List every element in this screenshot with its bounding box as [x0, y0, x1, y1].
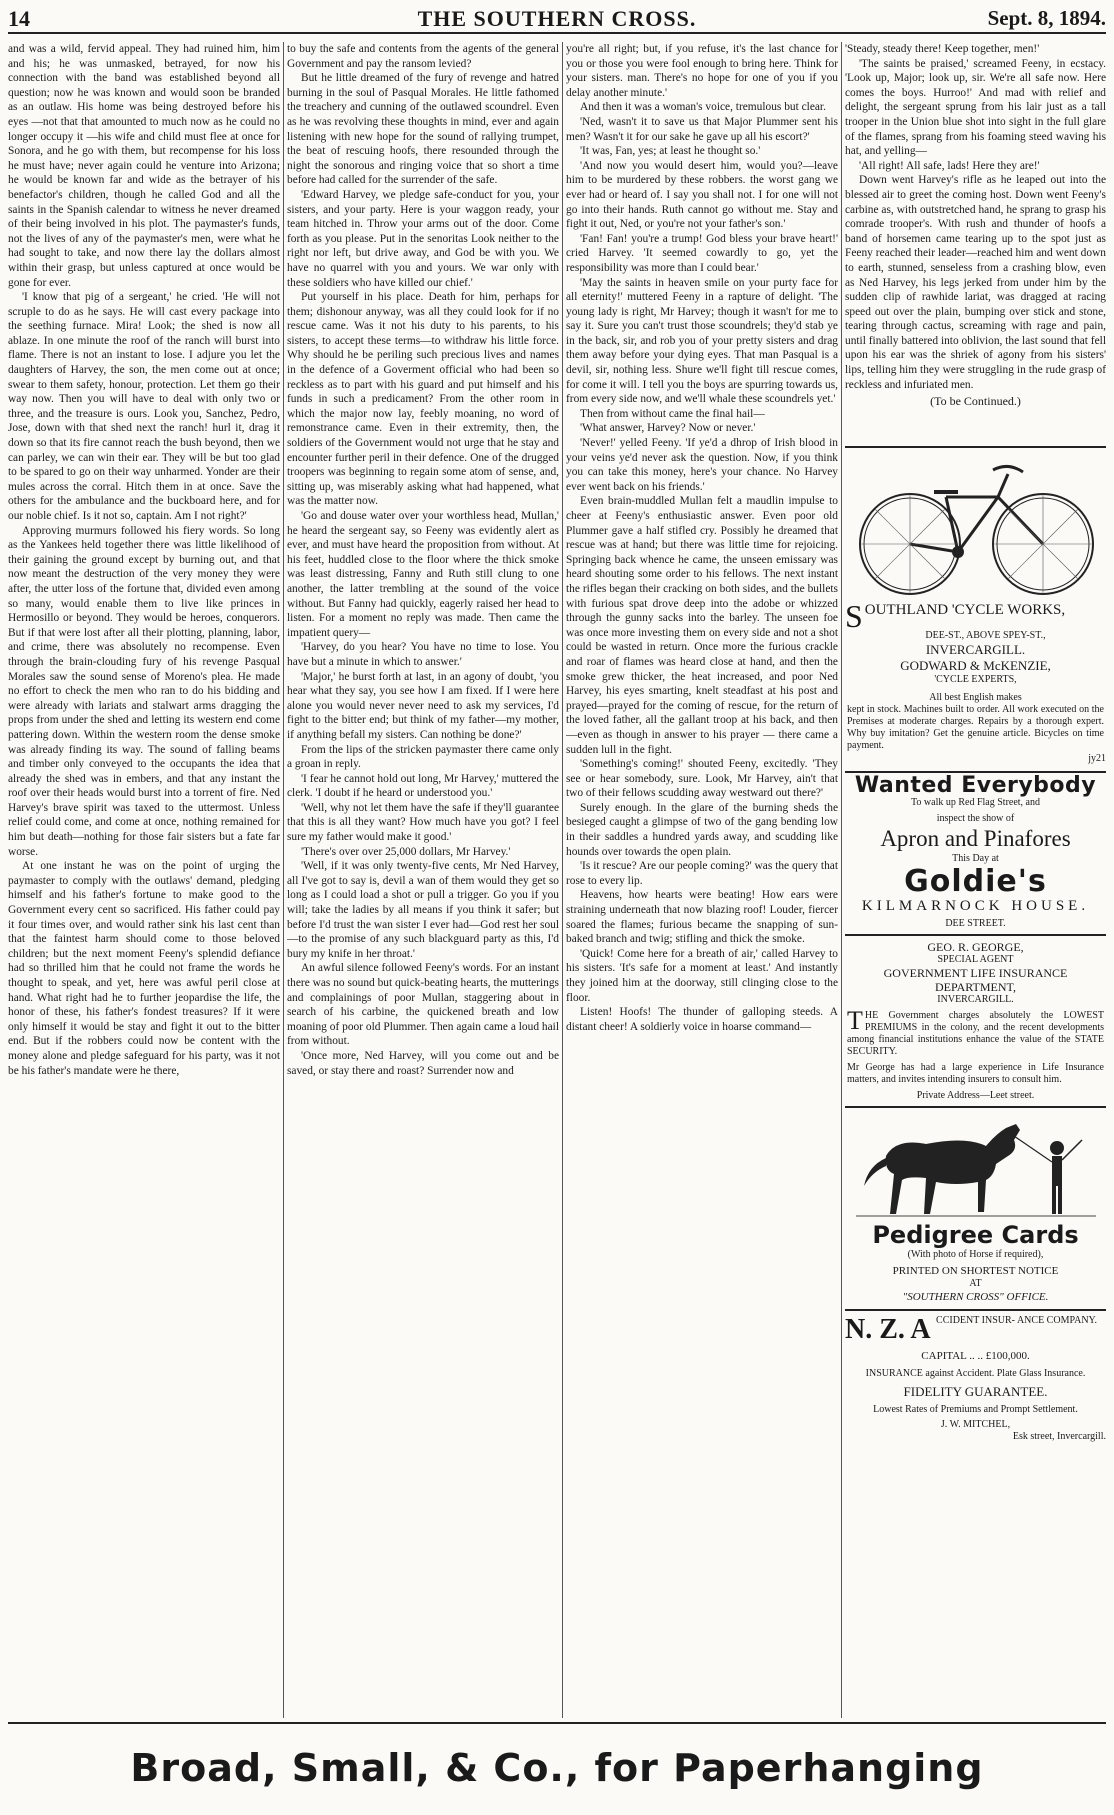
goldie-street: DEE STREET.	[945, 917, 1006, 929]
cycle-code: jy21	[1088, 753, 1106, 764]
story-paragraph: to buy the safe and contents from the agents of the general Government and pay the ransom levied?	[287, 43, 559, 70]
story-paragraph: you're all right; but, if you refuse, it's the last chance for you or those you were fool enough to bring here. Think for your sisters. man. There's no hope for one of you if you delay another minute.'	[566, 43, 838, 99]
cycle-town: INVERCARGILL.	[925, 642, 1026, 657]
goldie-headline: Wanted Everybody	[854, 772, 1097, 798]
story-paragraph: At one instant he was on the point of urging the paymaster to comply with the outlaws' demand, pledging himself and his father's fortune to make good to the Government every cent so sacrificed. His father could pay it four times over, and would rather sink his last cent than that the faintest harm should come to those beloved children; but the next moment Feeny's splendid defiance had so thrilled him that he could not frame the words he thought to speak, and yet, here was awful peril close at hand. What right had he to further jeopardise the life, the honor of these, his father's fondest treasures? If it were only himself it would be stay and fight it out to the bitter end. But if the robbers could now be content with the money alone and pledge safeguard for his party, was it not be his father's mandate were he there,	[8, 860, 280, 1077]
goldie-shop: Goldie's	[904, 864, 1047, 900]
ad-life-insurance	[845, 934, 1106, 1102]
newspaper-title: THE SOUTHERN CROSS.	[417, 6, 697, 31]
insurance-body-2: Mr George has had a large experience in Life Insurance matters, and invites intending insurers to consult him.	[847, 1061, 1104, 1085]
story-column-1	[8, 42, 280, 1718]
story-paragraph: Listen! Hoofs! The thunder of galloping steeds. A distant cheer! A soldierly voice in hoarse command—	[566, 1006, 838, 1033]
ad-pedigree-cards	[845, 1106, 1106, 1305]
ads-column	[845, 42, 1106, 1718]
paperhanging-banner: Broad, Small, & Co., for Paperhanging	[8, 1722, 1106, 1812]
cycle-address: DEE-ST., ABOVE SPEY-ST.,	[925, 630, 1046, 641]
goldie-house: KILMARNOCK HOUSE.	[861, 898, 1090, 915]
story-paragraph: 'I know that pig of a sergeant,' he cried. 'He will not scruple to do as he says. He will cast every package into the seething furnace. Mira! Look; the shed is now all ablaze. In one minute the roof of the ranch will burst into flame. There is not an instant to lose. I adjure you let the daughters of Harvey, the son, the men come out at once; swear to them safety, honour, protection. Let them go their way now. Then you will have to deal with only two or three, and the treasure is ours. Look you, Sanchez, Pedro, Jose, down with that shed next the ranch! hurl it, drag it down so that its fire cannot reach the bush beyond, then we can parley, we can win their ear. They will be but too glad to be spared to go on their way unharmed. Yonder are their mules across the corral. Hitch them in at once. Save the others for the ambulance and the buckboard here, and for our noble chief. Is it not so, captain. Am I not right?'	[8, 291, 280, 522]
column-rule	[562, 42, 563, 1718]
story-paragraph: 'Quick! Come here for a breath of air,' called Harvey to his sisters. 'It's safe for a moment at least.' And instantly they joined him at the doorway, still clinging close to the floor.	[566, 947, 838, 1004]
story-paragraph: 'What answer, Harvey? Now or never.'	[580, 422, 756, 435]
story-paragraph: and was a wild, fervid appeal. They had ruined him, him and his; he was unmasked, betrayed, for now his connection with the band was established beyond all question; now he was known and would soon be branded as an outlaw. His home was being destroyed before his eyes —not that that amounted to much now as he could no longer occupy it —his wife and child must flee at once for Sonora, and he go with them, but recompense for his loss he must have; never again could he venture into Arizona; he would be known far and wide as the betrayer of his benefactor's children, though he called God and all the saints in the Spanish calendar to witness he never dreamed of their being involved in his plot. The paymaster's funds, not the lives of any of the paymaster's men, were what he had sought to take, and now there lay the dollars almost within their grasp, but unless captured at once would be gone for ever.	[8, 43, 280, 289]
story-paragraph: 'Ned, wasn't it to save us that Major Plummer sent his men? Wasn't it for our sake he gave up all his escort?'	[566, 115, 838, 143]
goldie-feature: Apron and Pinafores	[880, 826, 1071, 852]
story-column-3	[566, 42, 838, 1718]
bicycle-illustration	[848, 452, 1103, 602]
story-conclusion	[845, 42, 1106, 442]
nz-agent-address: Esk street, Invercargill.	[1012, 1430, 1106, 1442]
nz-agent: J. W. MITCHEL,	[940, 1418, 1011, 1430]
insurance-address: Private Address—Leet street.	[916, 1089, 1035, 1101]
issue-date: Sept. 8, 1894.	[987, 6, 1106, 30]
story-paragraph: 'May the saints in heaven smile on your purty face for all eternity!' muttered Feeny in a rapture of delight. 'The young lady is right, Mr Harvey; though it wasn't for me to say it. Sure you can't trust those scoundrels; they'd stab ye in the back, sir, and rob you of your pretty sisters and drag them away before your dying eyes. That man Pasqual is a devil, sir, nothing less. Shure we'll fight till rescue comes, for come it will. I tell you the boys are spurring towards us, from every side now, and we'll whale these scoundrels yet.'	[566, 276, 838, 406]
goldie-line2: inspect the show of	[936, 813, 1015, 825]
nz-insurance: INSURANCE against Accident. Plate Glass Insurance.	[865, 1367, 1086, 1379]
ad-cycle-works	[845, 446, 1106, 767]
story-paragraph: Then from without came the final hail—	[580, 407, 765, 420]
ad-nz-accident	[845, 1309, 1106, 1443]
story-paragraph: 'There's over over 25,000 dollars, Mr Harvey.'	[301, 845, 511, 858]
cycle-trade: 'CYCLE EXPERTS,	[934, 674, 1017, 685]
story-paragraph: Approving murmurs followed his fiery words. So long as the Yankees held together there was little likelihood of their gaining the ground except by burning out, and that now meant the destruction of the very money they were after, the utter loss of the fortune that, divided even among so many, would enable them to live like princes in Hermosillo or beyond. They would be heroes, conquerors. But if that were lost after all their plotting, planning, labor, and crime, there was absolutely no recompense. Even through the brain-clouding fury of his revenge Pasqual Morales saw the sound sense of Moreno's plea. He made no effort to check the men who ran to do his bidding and were already with lariats and stalwart arms dragging the props from under the shed and letting its western end come pattering down. Within the western room the dense smoke was already finding its way. The sound of falling beams and timber only conveyed to the occupants the idea that already the shed was in embers, and that any instant the roof over their heads would burst into a torrent of fire. Ned Harvey's brave spirit was taxed to the uttermost. Unless relief could come, and come at once, nothing remained for him but death—nothing for those fair sisters but a fate far worse.	[8, 524, 280, 858]
drop-cap: T	[847, 1005, 863, 1035]
story-paragraph: 'Harvey, do you hear? You have no time to lose. You have but a minute in which to answer.'	[287, 641, 559, 668]
insurance-dept: GOVERNMENT LIFE INSURANCE DEPARTMENT,	[883, 965, 1068, 994]
story-paragraph: Put yourself in his place. Death for him, perhaps for them; dishonour anyway, was all they could look for if no rescue came. Was it not his duty to his parents, to his sisters, to accept these terms—to withdraw his little force. Why should he be periling such precious lives and names in the defence of a Goverment official who had been so reckless as to part with his guard and put himself and his funds in such a predicament? From the other room in which the major now lay, feebly moaning, no word of remonstrance came. Even in their extremity, then, the soldiers of the Government would not urge that he stay and encounter further peril in their defence. One of the drugged troopers was beginning to regain some atom of sense, and, sitting up, was miserably asking what had happened, what was the matter now.	[287, 291, 559, 508]
cycle-line1: All best English makes	[929, 692, 1022, 703]
story-paragraph: 'Well, why not let them have the safe if they'll guarantee that this is all they want? How much have you got? I feel sure my father would make it good.'	[287, 801, 559, 844]
page-number: 14	[8, 6, 30, 31]
pedigree-sub: (With photo of Horse if required),	[907, 1248, 1044, 1260]
story-paragraph: Even brain-muddled Mullan felt a maudlin impulse to cheer at Feeny's enthusiastic answer. Even poor old Plummer gave a half stifled cry. Possibly he dreamed that rescue was at hand; but there was little time for rejoicing. Springing back whence he came, the unseen emissary was heard shouting some order to his fellows. The next instant the rifles began their cracking on both sides, and the bullets with furious spat drove deep into the adobe or whizzed through the gunny sacks into the barley. The unseen foe was once more investing them on every side and not a shot could be wasted in return. Once more the furious crackle and roar of flames was heard close at hand, and then the smoke grew thicker, the heat increased, and poor Ned Harvey, his eyes smarting, knelt steadfast at his post and prayed—prayed for the coming of rescue, for the return of the loved father, all the gallant troop at his back, and then—even as though in answer to his prayer — there came a sudden lull in the fight.	[566, 495, 838, 756]
horse-illustration	[856, 1116, 1096, 1221]
goldie-line1: To walk up Red Flag Street, and	[911, 797, 1040, 809]
insurance-role: SPECIAL AGENT	[937, 953, 1014, 965]
nz-fidelity: FIDELITY GUARANTEE.	[903, 1383, 1048, 1399]
nz-capital: CAPITAL .. .. £100,000.	[921, 1349, 1030, 1362]
to-be-continued: (To be Continued.)	[930, 394, 1021, 409]
story-paragraph: 'The saints be praised,' screamed Feeny, in ecstacy. 'Look up, Major; look up, sir. We're all safe now. Here comes the boys. Hurroo!' And mad with relief and delight, the sergeant sprung from his lair just as a tall trooper in the Union blue shot into sight in the full glare of the flames, sprang from his foaming steed waving his hat, and yelling—	[845, 57, 1106, 158]
cycle-proprietors: GODWARD & McKENZIE,	[900, 658, 1051, 673]
nz-rates: Lowest Rates of Premiums and Prompt Settlement.	[873, 1403, 1078, 1415]
story-paragraph: 'Major,' he burst forth at last, in an agony of doubt, 'you hear what they say, you see how I am fixed. If I were here alone you would never never need to ask my services, I'd fight to the bitter end; but think of my father—my mother, if anything befall my sisters. Can nothing be done?'	[287, 670, 559, 741]
story-paragraph: 'Go and douse water over your worthless head, Mullan,' he heard the sergeant say, so Feeny was evidently alert as ever, and must have heard the proposition from without. At his feet, huddled close to the floor where the thick smoke was least distressing, Fanny and Ruth still clung to one another, the latter trembling at the sound of the voice without. But Fanny had quickly, eagerly raised her head to listen. For a moment no reply was made. Then came the impatient query—	[287, 510, 559, 639]
ad-goldies	[845, 771, 1106, 930]
masthead	[8, 6, 1106, 34]
pedigree-line1: PRINTED ON SHORTEST NOTICE	[892, 1264, 1059, 1277]
pedigree-headline: Pedigree Cards	[872, 1220, 1079, 1249]
story-paragraph: 'Fan! Fan! you're a trump! God bless your brave heart!' cried Harvey. 'It seemed cowardly to go, yet the responsibility was more than I could bear.'	[566, 232, 838, 274]
pedigree-office: "SOUTHERN CROSS" OFFICE.	[902, 1291, 1049, 1304]
story-column-2	[287, 42, 559, 1718]
cycle-works-name: SOUTHLAND 'CYCLE WORKS,	[845, 598, 1066, 634]
column-rule	[283, 42, 284, 1718]
column-rule	[841, 42, 842, 1718]
insurance-body: THE Government charges absolutely the LOWEST PREMIUMS in the colony, and the recent developments among financial institutions enhance the value of the STATE SECURITY.	[847, 1005, 1104, 1057]
pedigree-at: AT	[969, 1278, 982, 1290]
story-paragraph: But he little dreamed of the fury of revenge and hatred burning in the soul of Pasqual Morales. He little fathomed the treachery and cunning of the outlawed scoundrel. Even as he was revolving these thoughts in mind, ever and again listening with new hope for the sound of rallying trumpet, the beat of rescuing hoofs, there resounded through the night the sonorous and ringing voice that so short a time before had called for the surrender of the safe.	[287, 72, 559, 187]
story-paragraph: Heavens, how hearts were beating! How ears were straining underneath that now blazing roof! Louder, fiercer soared the flames; furious became the snapping of sun-baked branch and twig; stifling and thick the smoke.	[566, 889, 838, 946]
story-paragraph: 'All right! All safe, lads! Here they are!'	[859, 159, 1040, 172]
story-paragraph: 'Once more, Ned Harvey, will you come out and be saved, or stay there and roast? Surrender now and	[287, 1049, 559, 1077]
story-paragraph: 'It was, Fan, yes; at least he thought so.'	[580, 145, 761, 158]
nz-company: CCIDENT INSUR- ANCE COMPANY.	[936, 1314, 1097, 1326]
nz-accident-title: N. Z. A CCIDENT INSUR- ANCE COMPANY.	[845, 1313, 1097, 1345]
story-paragraph: 'Well, if it was only twenty-five cents, Mr Ned Harvey, all I've got to say is, devil a wan of them would they get so long as I could load a shot or pull a trigger. Go you if you will; take the ladies by all means if you think it safer; but before I'd trust the wan sister I ever had—God rest her soul—to the promise of any such blackguard party as this, I'd bury my knife in her throat.'	[287, 860, 559, 960]
story-paragraph: 'Is it rescue? Are our people coming?' was the query that rose to every lip.	[566, 860, 838, 887]
story-paragraph: 'Edward Harvey, we pledge safe-conduct for you, your sisters, and your party. Here is your waggon ready, your team hitched in. Throw your arms out of the door. Come forth as you please. Put in the senoritas Look neither to the right nor left, but drive away, and God be with you. We have no quarrel with you and yours. We war only with these soldiers who have killed our chief.'	[287, 188, 559, 289]
story-paragraph: Down went Harvey's rifle as he leaped out into the blessed air to greet the coming host. Down went Feeny's carbine as, with outstretched hand, he sprang to grasp his comrade trooper's. With rush and thunder of hoofs a band of horsemen came tearing up to the spot just as Feeny reached their leader—reached him and went down to earth, stunned, senseless from a crashing blow, even as Ned Harvey, his legs jerked from under him by the sudden clip of rawhide lariat, was dragged at racing speed out over the plain, bumping over stick and stone, tearing through cactus, screaming with rage and pain, until finally battered into oblivion, the last sound that fell upon his ear was the shriek of agony from his sisters' lips, telling him they were struggling in the rude grasp of reckless and infuriated men.	[845, 174, 1106, 391]
story-paragraph: 'I fear he cannot hold out long, Mr Harvey,' muttered the clerk. 'I doubt if he heard or understood you.'	[287, 772, 559, 800]
insurance-town: INVERCARGILL.	[937, 993, 1014, 1005]
goldie-line3: This Day at	[952, 853, 999, 865]
story-paragraph: 'And now you would desert him, would you?—leave him to be murdered by these robbers. the worst gang we ever had or heard of. I say you shall not. I for one will not go into their hands. Ruth cannot go without me. Stay and fight it out, Ned, or you're not your father's son.'	[566, 159, 838, 231]
story-paragraph: 'Never!' yelled Feeny. 'If ye'd a dhrop of Irish blood in your veins ye'd never ask the question. Now, if you think you can take this money, here's your chance. No Harvey ever went back on his friends.'	[566, 437, 838, 493]
story-paragraph: 'Something's coming!' shouted Feeny, excitedly. 'They see or hear somebody, sure. Look, Mr Harvey, ain't that two of their fellows scudding away westward out there?'	[566, 758, 838, 800]
story-paragraph: From the lips of the stricken paymaster there came only a groan in reply.	[287, 743, 559, 771]
drop-cap: S	[845, 598, 863, 634]
story-paragraph: 'Steady, steady there! Keep together, men!'	[845, 43, 1040, 55]
story-paragraph: Surely enough. In the glare of the burning sheds the besieged caught a glimpse of two of the gang bending low in their saddles a hundred yards away, and scudding like hounds over towards the open plain.	[566, 801, 838, 858]
insurance-agent: GEO. R. GEORGE,	[927, 939, 1024, 954]
cycle-body: kept in stock. Machines built to order. All work executed on the Premises at moderate charges. Repairs by a thorough expert. Why buy imitation? Get the genuine article. Bicycles on time payment.	[847, 704, 1104, 751]
story-paragraph: And then it was a woman's voice, tremulous but clear.	[580, 101, 826, 114]
story-paragraph: An awful silence followed Feeny's words. For an instant there was no sound but quick-beating hearts, the mutterings and complainings of poor Mullan, staggering about in search of his carbine, the quickened breath and low moaning of poor old Plummer. Then again came a loud hail from without.	[287, 962, 559, 1048]
